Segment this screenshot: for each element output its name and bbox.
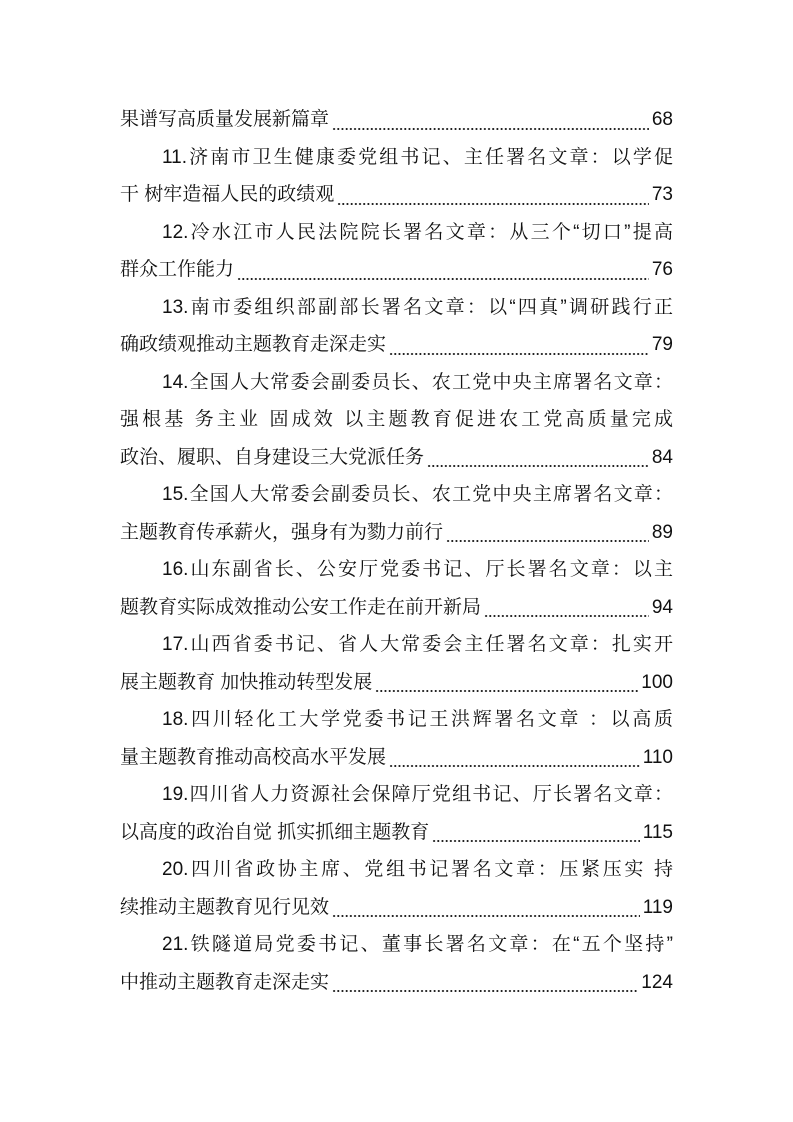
toc-entry-title: 15.全国人大常委会副委员长、农工党中央主席署名文章： (162, 484, 673, 505)
toc-entry-title: 12.冷水江市人民法院院长署名文章：从三个“切口”提高 (162, 221, 673, 243)
toc-entry[interactable] (120, 851, 673, 926)
toc-entry-title-end: 以高度的政治自觉 抓实抓细主题教育 (120, 821, 430, 843)
toc-entry-title-continued: 强根基 务主业 固成效 以主题教育促进农工党高质量完成 (120, 409, 673, 430)
toc-entry-title: 11.济南市卫生健康委党组书记、主任署名文章：以学促 (162, 146, 673, 168)
toc-entry[interactable] (120, 776, 673, 851)
page-number: 115 (642, 821, 673, 843)
toc-entry-title-end: 干 树牢造福人民的政绩观 (120, 184, 335, 205)
toc-entry-last-line (120, 251, 673, 289)
table-of-contents (120, 101, 673, 1001)
toc-entry-title: 19.四川省人力资源社会保障厅党组书记、厅长署名文章： (162, 784, 673, 805)
toc-entry-title: 13.南市委组织部副部长署名文章：以“四真”调研践行正 (162, 296, 673, 318)
toc-entry-last-line (120, 739, 673, 777)
dot-leader (389, 758, 640, 768)
toc-entry[interactable] (120, 476, 673, 551)
page-number: 100 (641, 671, 673, 693)
page-number: 68 (651, 109, 673, 130)
toc-entry-title-end: 展主题教育 加快推动转型发展 (120, 671, 373, 693)
toc-entry-last-line (120, 589, 673, 627)
toc-entry[interactable] (120, 364, 673, 477)
toc-entry-title: 20.四川省政协主席、党组书记署名文章：压紧压实 持 (162, 859, 673, 880)
dot-leader (337, 196, 649, 206)
page-number: 84 (651, 446, 673, 468)
toc-entry-title-end: 果谱写高质量发展新篇章 (120, 109, 330, 130)
toc-entry-last-line (120, 964, 673, 1002)
page-number: 94 (651, 596, 673, 618)
dot-leader (446, 533, 649, 543)
page-number: 124 (641, 971, 673, 993)
toc-entry-title-end: 量主题教育推动高校高水平发展 (120, 746, 387, 768)
dot-leader (432, 833, 639, 843)
toc-entry[interactable] (120, 101, 673, 139)
toc-entry-last-line (120, 101, 673, 139)
toc-entry-title-end: 确政绩观推动主题教育走深走实 (120, 334, 387, 355)
toc-entry-title-end: 政治、履职、自身建设三大党派任务 (120, 446, 425, 468)
dot-leader (427, 458, 649, 468)
toc-entry-last-line (120, 439, 673, 477)
toc-entry-title-end: 中推动主题教育走深走实 (120, 971, 330, 993)
dot-leader (332, 908, 640, 918)
dot-leader (332, 121, 649, 131)
toc-entry[interactable] (120, 926, 673, 1001)
page-number: 119 (642, 896, 673, 918)
dot-leader (332, 983, 638, 993)
toc-entry-title-end: 主题教育传承薪火，强身有为勠力前行 (120, 521, 444, 543)
dot-leader (389, 346, 649, 356)
toc-entry[interactable] (120, 701, 673, 776)
toc-entry-title: 21.铁隧道局党委书记、董事长署名文章：在“五个坚持” (162, 934, 673, 955)
toc-entry-title: 16.山东副省长、公安厅党委书记、厅长署名文章：以主 (162, 559, 673, 580)
page-number: 79 (651, 334, 673, 355)
dot-leader (484, 608, 649, 618)
page-number: 76 (651, 259, 673, 280)
toc-entry[interactable] (120, 289, 673, 364)
toc-entry-title: 17.山西省委书记、省人大常委会主任署名文章：扎实开 (162, 634, 673, 655)
toc-entry-title: 18.四川轻化工大学党委书记王洪辉署名文章 ：以高质 (162, 709, 673, 730)
toc-entry[interactable] (120, 626, 673, 701)
toc-entry-last-line (120, 889, 673, 927)
toc-entry-last-line (120, 664, 673, 702)
toc-entry[interactable] (120, 139, 673, 214)
page-number: 110 (642, 746, 673, 768)
toc-entry-title-end: 续推动主题教育见行见效 (120, 896, 330, 918)
toc-entry-last-line (120, 176, 673, 214)
page-number: 89 (651, 521, 673, 543)
toc-entry-last-line (120, 326, 673, 364)
toc-entry-title-end: 群众工作能力 (120, 259, 235, 280)
dot-leader (375, 683, 638, 693)
toc-entry[interactable] (120, 214, 673, 289)
toc-entry-last-line (120, 514, 673, 552)
toc-entry-title-end: 题教育实际成效推动公安工作走在前开新局 (120, 596, 482, 618)
toc-entry-title: 14.全国人大常委会副委员长、农工党中央主席署名文章： (162, 371, 673, 393)
toc-entry-last-line (120, 814, 673, 852)
toc-entry[interactable] (120, 551, 673, 626)
page-number: 73 (651, 184, 673, 205)
dot-leader (237, 271, 649, 281)
